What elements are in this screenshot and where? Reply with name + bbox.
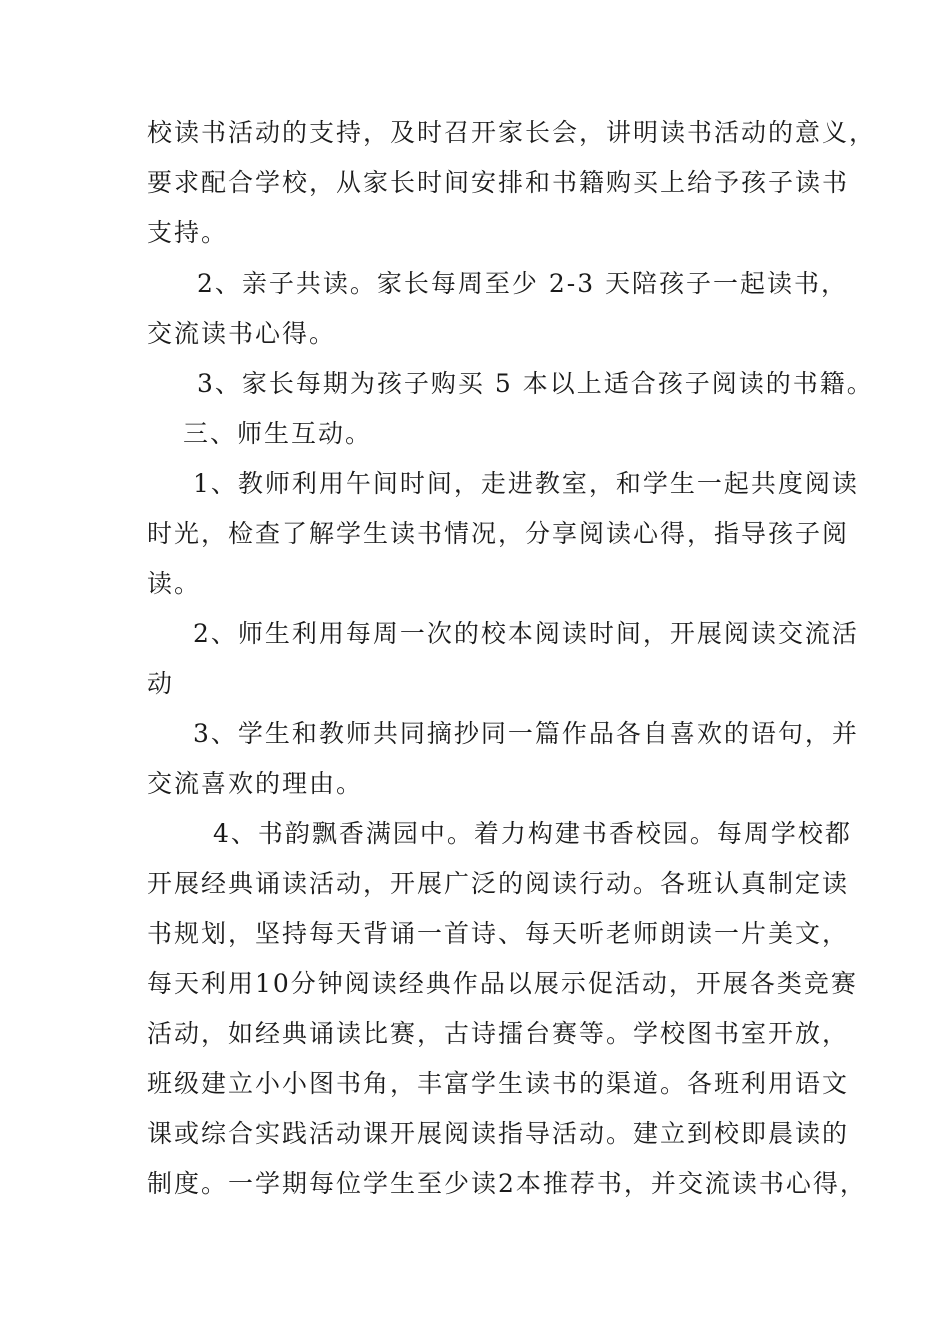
text-line: 书规划，坚持每天背诵一首诗、每天听老师朗读一片美文， bbox=[147, 919, 850, 948]
text-line: 校读书活动的支持，及时召开家长会，讲明读书活动的意义， bbox=[147, 118, 877, 147]
text-line: 2、师生利用每周一次的校本阅读时间，开展阅读交流活 bbox=[193, 619, 859, 648]
text-line: 3、学生和教师共同摘抄同一篇作品各自喜欢的语句，并 bbox=[193, 719, 859, 748]
text-line: 班级建立小小图书角，丰富学生读书的渠道。各班利用语文 bbox=[147, 1069, 850, 1098]
text-line: 开展经典诵读活动，开展广泛的阅读行动。各班认真制定读 bbox=[147, 869, 850, 898]
text-line: 3、家长每期为孩子购买 5 本以上适合孩子阅读的书籍。 bbox=[197, 369, 874, 398]
text-line: 动 bbox=[147, 669, 175, 698]
text-line: 制度。一学期每位学生至少读2本推荐书，并交流读书心得， bbox=[147, 1169, 867, 1198]
text-line: 2、亲子共读。家长每周至少 2-3 天陪孩子一起读书， bbox=[197, 269, 849, 298]
text-line: 每天利用10分钟阅读经典作品以展示促活动，开展各类竞赛 bbox=[147, 969, 858, 998]
text-line: 时光，检查了解学生读书情况，分享阅读心得，指导孩子阅 bbox=[147, 519, 850, 548]
text-line: 读。 bbox=[147, 569, 202, 598]
text-line: 活动，如经典诵读比赛，古诗擂台赛等。学校图书室开放， bbox=[147, 1019, 850, 1048]
text-line: 交流喜欢的理由。 bbox=[147, 769, 364, 798]
text-line: 1、教师利用午间时间，走进教室，和学生一起共度阅读 bbox=[193, 469, 859, 498]
text-line: 4、书韵飘香满园中。着力构建书香校园。每周学校都 bbox=[213, 819, 852, 848]
text-line: 课或综合实践活动课开展阅读指导活动。建立到校即晨读的 bbox=[147, 1119, 850, 1148]
text-line: 要求配合学校，从家长时间安排和书籍购买上给予孩子读书 bbox=[147, 168, 850, 197]
text-line: 交流读书心得。 bbox=[147, 319, 337, 348]
text-line: 支持。 bbox=[147, 218, 229, 247]
section-heading: 三、师生互动。 bbox=[183, 419, 373, 448]
